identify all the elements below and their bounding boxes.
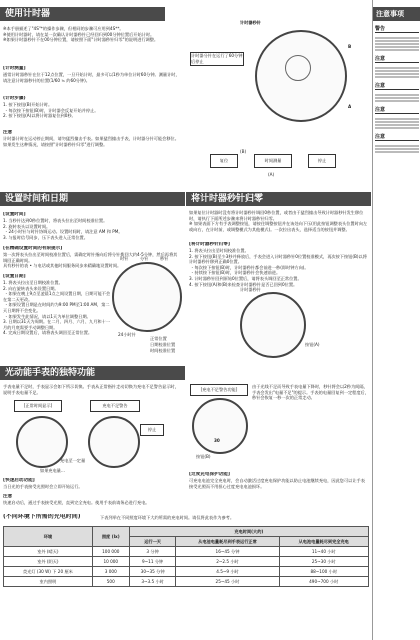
flow-b-label: (B) — [240, 149, 247, 154]
side-warning-1: 警告 — [375, 25, 419, 33]
label-24h-hand: 24小时针 — [118, 332, 136, 337]
charge-time-table — [3, 526, 369, 587]
button-a-label: A — [348, 104, 352, 109]
th-env: 环境 — [4, 527, 93, 547]
solar-intro-text: 手表电量不足时，手表显示会如下所示切换。手表从正常指针走动切换为充电不足警告显示时，说明手表电量不足。 — [3, 384, 179, 395]
watch-illustration-5 — [192, 398, 248, 454]
side-text-line — [375, 100, 419, 102]
flow-measure: 时间测量 — [254, 154, 292, 168]
cell: 11~40 小时 — [279, 547, 369, 557]
flow-low-charge: 充电不足警告 — [90, 400, 140, 412]
quick-note-text: 快速启动后，通过手表接受光照，直到完全充电。使用手表前请务必进行充电。 — [3, 500, 150, 505]
label-button-b-5: 按钮(B) — [196, 454, 211, 459]
low-charge-text: 由于光线不足而导致手表电量下降时，秒针将会以2秒为间隔，手表会发出"电量不足"的提示。手表的电量回复到一定程度后，秒针会恢复一秒一次的正常走动。 — [252, 384, 369, 401]
side-text-line — [375, 73, 419, 75]
cell: 荧光灯 (30 W) 下 20 厘米 — [4, 567, 93, 577]
flow-stop-state: 停止 — [140, 424, 164, 436]
overcharge-text: 可充电电池完全充电时，会自动激活过度充电保护功能以防止电池继续充电，因此您可以让手表接受光照而不用担心过度充电电池损坏。 — [189, 478, 365, 489]
sub-steps: (计时步骤) — [3, 96, 26, 101]
label-stops-box: 计时器分针在运行了60分钟后停止 — [191, 53, 243, 64]
th-to-full: 从电池电量耗尽到完全充电 — [279, 537, 369, 547]
side-text-line — [375, 76, 419, 78]
reset-steps-text: 1. 将表头拉出至时间校准位置。 2. 按下按钮(B)至少3秒并释放后，手表会进入计时器秒针0位置校准模式，再次按下按钮(B)以将计时器秒针移到正确0位置。 - 每次按下按钮(B)时，计时器秒针都会前进一秒(即时钟方向)。 - 持续按下按钮(B)时，计时器秒针会快速前进。 3. 计时器秒针回到原始0位置后，请将表头调回至正常位置。 4. 按下按钮(A)和(B)来检查计时器秒针是否已回到0位置。 — [189, 248, 367, 287]
label-minute-hand: 分针 — [140, 256, 149, 261]
cell: 9~11 分钟 — [129, 557, 176, 567]
side-text-line — [375, 94, 419, 96]
table-row — [4, 577, 369, 587]
flow-stop: 停止 — [308, 154, 336, 168]
section-title-reset-chrono: 将计时器秒针归零 — [186, 192, 371, 206]
side-text-line — [375, 43, 419, 45]
dial-30-label: 30 — [214, 438, 220, 443]
cell: 25~30 小时 — [279, 557, 369, 567]
cell: 16~45 分钟 — [176, 547, 279, 557]
set-date-text: 1. 将表头拉出至日期校准位置。 2. 向右旋转表头来设置日期。 - 如果在晚上9点至凌晨1点之间设置日期，日期可能不会在第二天更改。 - 如果设置日期是在时间约为9:00 PM至1:00 AM，第二天日期将不会变化。 - 如果发生此情况，请以1天为单位调整日期。 3. 日期以31天为周期。在二月、四月、六月、九月和十一月的月底需要手动调整日期。 4. 完成日期设置后，请将表头调回至正常位置。 — [3, 280, 111, 336]
cell: 500 — [92, 577, 129, 587]
side-text-line — [375, 67, 419, 69]
side-text-line — [375, 97, 419, 99]
intro-text: ※本手册描述了"4S"*的操作步骤，但相同的步骤可应用到4S**。 ※使用计时器时，请在某一次确认计时器秒针已经回归到00分钟位置后开始计时。 ※如果计时器秒针不在00分钟位置，请按照下面"计时器秒针归零"的说明进行调整。 — [3, 26, 159, 43]
sub-tips: [在精确设置时间的有限提示] — [3, 246, 63, 251]
cell: 3 分钟 — [129, 547, 176, 557]
table-row — [4, 557, 369, 567]
label-reset-button: 按钮(A) — [305, 342, 320, 347]
watch-illustration-4b — [88, 416, 140, 468]
side-caution-4: 注意 — [375, 133, 419, 141]
sub-reset: [将计时器秒针归零] — [189, 242, 230, 247]
side-text-line — [375, 151, 419, 153]
side-text-line — [375, 127, 419, 129]
side-text-line — [375, 40, 419, 42]
side-column — [372, 0, 420, 640]
watch-illustration-2 — [112, 262, 182, 332]
flow-reset: 复位 — [210, 154, 238, 168]
side-caution-3: 注意 — [375, 106, 419, 114]
label-reset-second: 计时器秒针 — [240, 287, 261, 292]
sub-overcharge: [过度充电保护功能] — [189, 472, 230, 477]
button-b-label: B — [348, 44, 352, 49]
th-one-day: 运行一天 — [129, 537, 176, 547]
cell: 室外 (阴天) — [4, 557, 93, 567]
sub-set-time: [设置时间] — [3, 212, 26, 217]
side-text-line — [375, 49, 419, 51]
cell: 4.5~9 小时 — [176, 567, 279, 577]
sub-measure: [计时测量] — [3, 66, 26, 71]
cell: 88~100 小时 — [279, 567, 369, 577]
measure-text: 通常计时器秒针在位于12点位置，一旦开始计时，最多可以1秒为单位计时60分钟。测量计时，请注意计时器秒针的位置(1/60 ≒ 约60分钟)。 — [3, 72, 180, 83]
side-text-line — [375, 70, 419, 72]
table-desc: 下表列举在不同照度环境下大约所需的充电时间。请仅将此表作为参考。 — [100, 515, 235, 520]
note-text: 计时器计时在运动停止期间，请勿猛烈撞击手表。如果猛烈撞击手表，计时器分针可能会移位。如果发生这种情况，请按照"计时器秒针归零"进行调整。 — [3, 136, 179, 147]
label-full-charge: 充电至一定量 — [60, 458, 86, 463]
flow-normal-time: [正常时间显示] — [14, 400, 62, 412]
label-hour-hand: 时针 — [120, 256, 129, 261]
reset-intro-text: 如果复位计时器时没有将计时器秒针调回0秒位置，或者由于猛烈撞击导致计时器秒针发生移位时，请执行下面所述步骤来将计时器秒针归零。 ※ 如果表面下方有手表调整按钮，请按住调整按钮并在该处向下压(用此按钮调整表头位置时向左或向右，在计时前，或调整模式为其他模式)。一次拉出表头，选择适当的按钮并调整。 — [189, 210, 368, 232]
table-title: (不同环境下所需的充电时间) — [3, 514, 81, 520]
cell: 490~700 小时 — [279, 577, 369, 587]
cell: 10 000 — [92, 557, 129, 567]
th-lux: 照度 (lx) — [92, 527, 129, 547]
steps-text: 1. 按下按钮(B)开始计时。 - 每次按下按钮(B)时，计时器会反复开始并停止。 2. 按下按钮(A)以将计时器复位到0秒。 — [3, 102, 99, 119]
cell: 3~3.5 小时 — [129, 577, 176, 587]
tips-text: 第一次将表头拉出至时间校准位置后，需确定时针指向后将分针拨回大约4-5分钟，然后再将其调回正确时间。 具有秒针的表 • 与电话或其他时间服务同步来精确地设置时间。 — [3, 252, 178, 269]
label-chrono-second: 计时器秒针 — [240, 20, 261, 25]
watch-illustration-3 — [240, 292, 306, 358]
set-time-text: 1. 当秒针达到0秒位置时，将表头拉出至时间校准位置。 2. 旋转表头以设置时间。 - 24小时针与时针协调运动。设置时间时，请注意 AM 和 PM。 3. 与报时信号同步，压下表头进入正常位置。 — [3, 218, 123, 240]
cell: 100 000 — [92, 547, 129, 557]
sub-quick-note: 注意 — [3, 494, 13, 499]
side-text-line — [375, 148, 419, 150]
cell: 25~45 小时 — [176, 577, 279, 587]
cell: 3 000 — [92, 567, 129, 577]
flow-caption: 如果充电量... — [40, 468, 65, 473]
side-text-line — [375, 118, 419, 120]
section-title-solar-features: 光动能手表的独特功能 — [0, 366, 185, 380]
cell: 2~2.5 小时 — [176, 557, 279, 567]
section-title-use-chronograph: 使用计时器 — [0, 7, 165, 21]
sub-quick-start: [快速启动功能] — [3, 478, 35, 483]
label-pos-time: 时间校准位置 — [150, 348, 176, 353]
cell: 30~35 分钟 — [129, 567, 176, 577]
sub-set-date: [设置日期] — [3, 274, 26, 279]
table-row — [4, 547, 369, 557]
flow-a-label: (A) — [268, 172, 275, 177]
section-title-set-time: 设置时间和日期 — [0, 192, 185, 206]
th-time: 充电时间(大约) — [129, 527, 368, 537]
side-title: 注意事项 — [373, 7, 420, 21]
label-pos-date: 日期校准位置 — [150, 342, 176, 347]
cell: 室内照明 — [4, 577, 93, 587]
label-second-hand: 秒针 — [160, 256, 169, 261]
watch-subdial — [285, 55, 311, 81]
side-text-line — [375, 46, 419, 48]
cell: 室外 (晴天) — [4, 547, 93, 557]
label-pos-normal: 正常位置 — [150, 336, 167, 341]
table-row — [4, 567, 369, 577]
th-to-normal: 从电池电量耗尽到手表运行正常 — [176, 537, 279, 547]
watch-illustration-4a — [16, 416, 68, 468]
side-text-line — [375, 124, 419, 126]
side-caution-2: 注意 — [375, 82, 419, 90]
quick-start-text: 当日光的手表接受光照时会立即开始运行。 — [3, 484, 83, 489]
label-low-charge-warning: [充电不足警告功能] — [190, 384, 248, 396]
side-caution-1: 注意 — [375, 55, 419, 63]
sub-note: 注意 — [3, 130, 13, 135]
side-text-line — [375, 121, 419, 123]
side-text-line — [375, 145, 419, 147]
side-text-line — [375, 37, 419, 39]
